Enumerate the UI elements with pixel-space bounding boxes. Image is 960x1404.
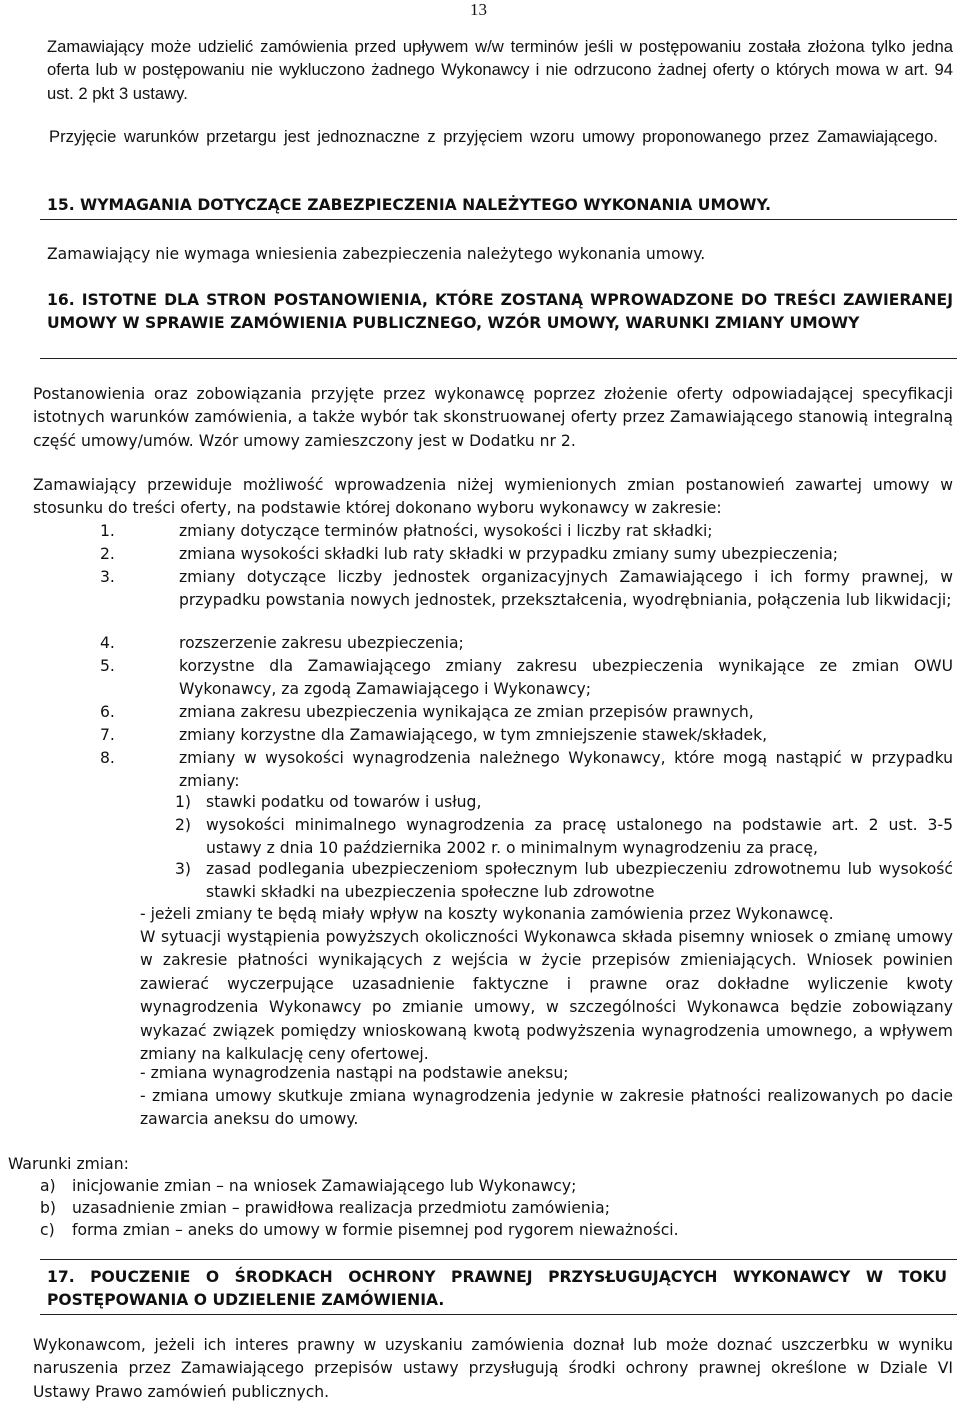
list-text: zmiana wysokości składki lub raty składki w przypadku zmiany sumy ubezpieczenia;: [179, 545, 839, 563]
sub-list-text: wysokości minimalnego wynagrodzenia za pracę ustalonego na podstawie art. 2 ust. 3-5 ustawy z dnia 10 października 2002 r. o minimalnym wynagrodzeniu za pracę,: [206, 816, 953, 858]
condition-text: uzasadnienie zmian – prawidłowa realizacja przedmiotu zamówienia;: [72, 1199, 610, 1217]
section-17-paragraph: Wykonawcom, jeżeli ich interes prawny w uzyskaniu zamówienia doznał lub może doznać uszczerbku w wyniku naruszenia przez Zamawiającego przepisów ustawy przysługują środki ochrony prawnej określone w Dziale VI Ustawy Prawo zamówień publicznych.: [33, 1336, 953, 1401]
dash-note-2: - zmiana wynagrodzenia nastąpi na podstawie aneksu;: [140, 1064, 569, 1082]
condition-letter: a): [40, 1177, 56, 1195]
sub-list-number: 2): [175, 816, 192, 834]
list-text: zmiany w wysokości wynagrodzenia należnego Wykonawcy, które mogą nastąpić w przypadku zmiany:: [179, 749, 953, 791]
section-15-heading: 15. WYMAGANIA DOTYCZĄCE ZABEZPIECZENIA NALEŻYTEGO WYKONANIA UMOWY.: [47, 196, 772, 214]
condition-letter: c): [40, 1221, 55, 1239]
section-17-top-rule: [40, 1259, 957, 1260]
section-15-rule: [40, 219, 957, 220]
conditions-label: Warunki zmian:: [8, 1155, 129, 1173]
sub-list-number: 1): [175, 793, 192, 811]
list-number: 5.: [100, 657, 115, 675]
section-16-paragraph-b: Zamawiający przewiduje możliwość wprowadzenia niżej wymienionych zmian postanowień zawartej umowy w stosunku do treści oferty, na podstawie której dokonano wyboru wykonawcy w zakresie:: [33, 476, 953, 518]
list-text: korzystne dla Zamawiającego zmiany zakresu ubezpieczenia wynikające ze zmian OWU Wykonawcy, za zgodą Zamawiającego i Wykonawcy;: [179, 657, 953, 699]
situation-paragraph: W sytuacji wystąpienia powyższych okoliczności Wykonawca składa pisemny wniosek o zmianę umowy w zakresie płatności wynikających z wejścia w życie przepisów zmieniających. Wniosek powinien zawierać wyczerpujące uzasadnienie faktyczne i prawne oraz dokładne wyliczenie kwoty wynagrodzenia Wykonawcy po zmianie umowy, w szczególności Wykonawca będzie zobowiązany wykazać związek pomiędzy wnioskowaną kwotą podwyższenia wynagrodzenia umownego, a wpływem zmiany na kalkulację ceny ofertowej.: [140, 928, 953, 1064]
list-number: 6.: [100, 703, 115, 721]
list-text: rozszerzenie zakresu ubezpieczenia;: [179, 634, 464, 652]
condition-letter: b): [40, 1199, 56, 1217]
page-number: 13: [470, 0, 487, 19]
dash-note-3: - zmiana umowy skutkuje zmiana wynagrodzenia jedynie w zakresie płatności realizowanych po dacie zawarcia aneksu do umowy.: [140, 1087, 953, 1129]
section-16-heading: 16. ISTOTNE DLA STRON POSTANOWIENIA, KTÓRE ZOSTANĄ WPROWADZONE DO TREŚCI ZAWIERANEJ UMOWY W SPRAWIE ZAMÓWIENIA PUBLICZNEGO, WZÓR UMOWY, WARUNKI ZMIANY UMOWY: [47, 291, 953, 332]
list-text: zmiany korzystne dla Zamawiającego, w tym zmniejszenie stawek/składek,: [179, 726, 768, 744]
list-text: zmiany dotyczące terminów płatności, wysokości i liczby rat składki;: [179, 522, 713, 540]
list-number: 7.: [100, 726, 115, 744]
accept-paragraph: Przyjęcie warunków przetargu jest jednoznaczne z przyjęciem wzoru umowy proponowanego przez Zamawiającego.: [49, 127, 938, 146]
sub-list-number: 3): [175, 860, 192, 878]
sub-list-text: stawki podatku od towarów i usług,: [206, 793, 482, 811]
list-number: 3.: [100, 568, 115, 586]
list-number: 2.: [100, 545, 115, 563]
intro-paragraph: Zamawiający może udzielić zamówienia przed upływem w/w terminów jeśli w postępowaniu została złożona tylko jedna oferta lub w postępowaniu nie wykluczono żadnego Wykonawcy i nie odrzucono żadnej oferty o których mowa w art. 94 ust. 2 pkt 3 ustawy.: [47, 37, 953, 103]
condition-text: forma zmian – aneks do umowy w formie pisemnej pod rygorem nieważności.: [72, 1221, 679, 1239]
section-15-text: Zamawiający nie wymaga wniesienia zabezpieczenia należytego wykonania umowy.: [47, 245, 706, 263]
dash-note-1: - jeżeli zmiany te będą miały wpływ na koszty wykonania zamówienia przez Wykonawcę.: [140, 905, 834, 923]
sub-list-text: zasad podlegania ubezpieczeniom społecznym lub ubezpieczeniu zdrowotnemu lub wysokość stawki składki na ubezpieczenia społeczne lub zdrowotne: [206, 860, 953, 902]
list-text: zmiany dotyczące liczby jednostek organizacyjnych Zamawiającego i ich formy prawnej, w przypadku powstania nowych jednostek, przekształcenia, wyodrębniania, połączenia lub likwidacji;: [179, 568, 953, 610]
list-number: 8.: [100, 749, 115, 767]
list-number: 1.: [100, 522, 115, 540]
list-text: zmiana zakresu ubezpieczenia wynikająca ze zmian przepisów prawnych,: [179, 703, 754, 721]
section-16-rule: [40, 358, 957, 359]
list-number: 4.: [100, 634, 115, 652]
section-17-heading: 17. POUCZENIE O ŚRODKACH OCHRONY PRAWNEJ PRZYSŁUGUJĄCYCH WYKONAWCY W TOKU POSTĘPOWANIA O UDZIELENIE ZAMÓWIENIA.: [47, 1268, 947, 1309]
section-17-rule: [40, 1314, 957, 1315]
section-16-paragraph-a: Postanowienia oraz zobowiązania przyjęte przez wykonawcę poprzez złożenie oferty odpowiadającej specyfikacji istotnych warunków zamówienia, a także wybór tak skonstruowanej oferty przez Zamawiającego stanowią integralną część umowy/umów. Wzór umowy zamieszczony jest w Dodatku nr 2.: [33, 385, 953, 450]
condition-text: inicjowanie zmian – na wniosek Zamawiającego lub Wykonawcy;: [72, 1177, 577, 1195]
